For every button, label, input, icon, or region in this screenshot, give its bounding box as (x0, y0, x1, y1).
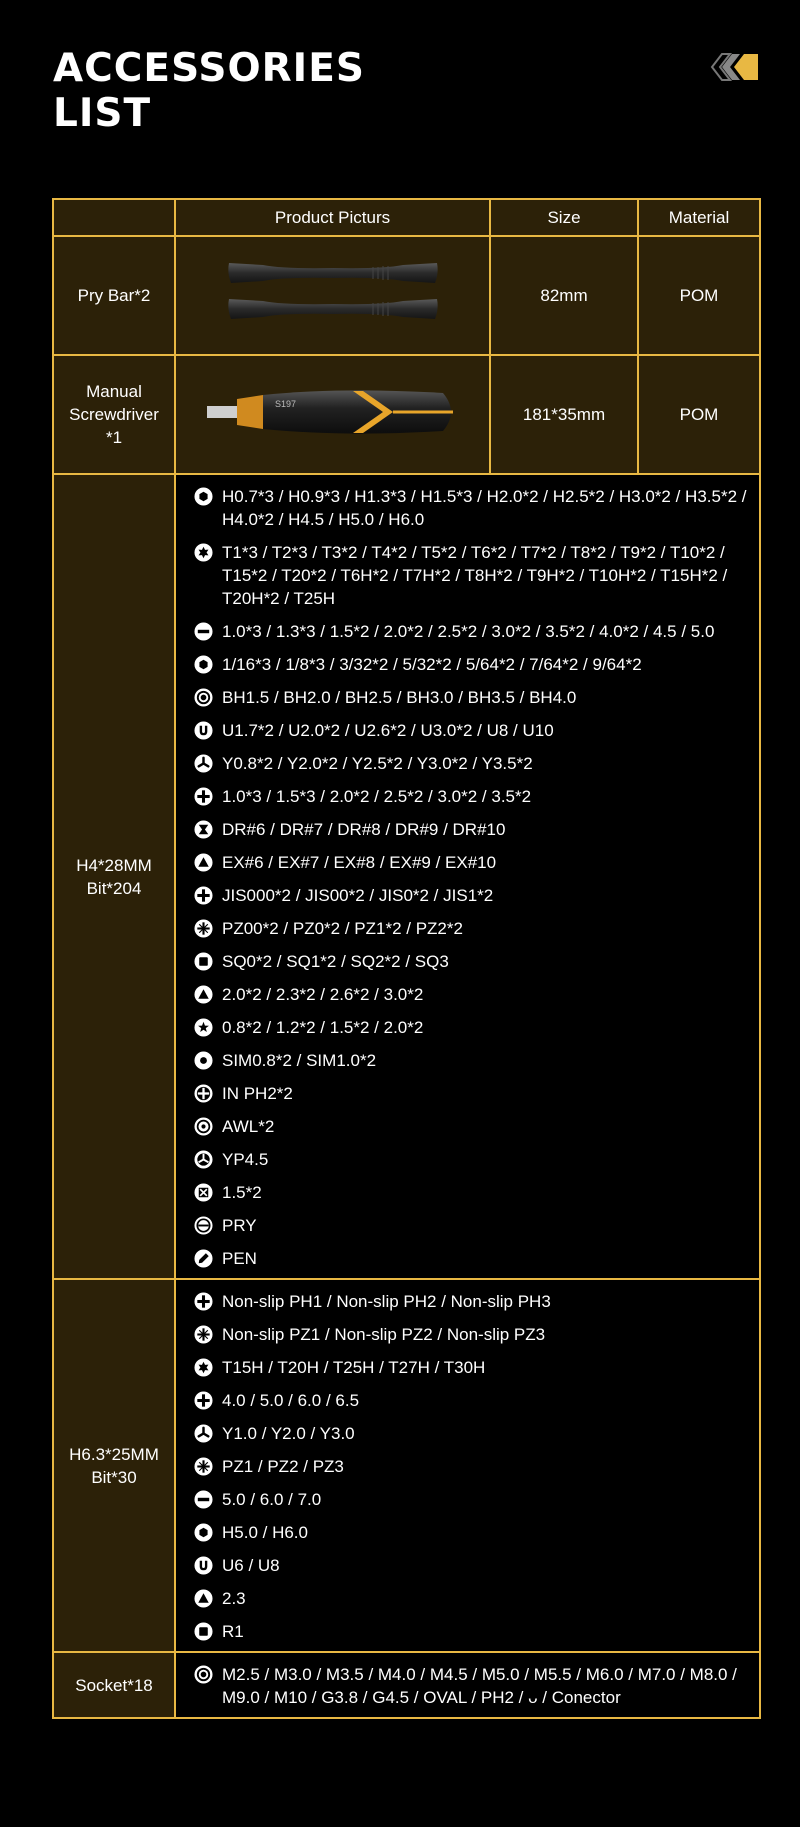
row-socket (53, 1652, 760, 1718)
bit-item (194, 818, 747, 841)
bit-item-text: SQ0*2 / SQ1*2 / SQ2*2 / SQ3 (222, 952, 449, 971)
ball-hex-icon (194, 688, 213, 707)
bit-item-text: PEN (222, 1249, 257, 1268)
bit-item-text: 4.0 / 5.0 / 6.0 / 6.5 (222, 1391, 360, 1410)
bit-item-text: JIS000*2 / JIS00*2 / JIS0*2 / JIS1*2 (222, 886, 494, 905)
bit-item (194, 719, 747, 742)
bit-item (194, 1455, 747, 1478)
socket-name: Socket*18 (53, 1652, 175, 1718)
bit-item-text: H0.7*3 / H0.9*3 / H1.3*3 / H1.5*3 / H2.0*2 / H2.5*2 / H3.0*2 / H3.5*2 / H4.0*2 / H4.5 / H5.0 / H6.0 (222, 487, 747, 529)
torx-icon (194, 543, 213, 562)
bit-item-text: 1.0*3 / 1.5*3 / 2.0*2 / 2.5*2 / 3.0*2 / 3.5*2 (222, 787, 532, 806)
bit-item-text: SIM0.8*2 / SIM1.0*2 (222, 1051, 377, 1070)
bit-item-text: PZ1 / PZ2 / PZ3 (222, 1457, 344, 1476)
screwdriver-image (175, 355, 490, 474)
h4-bits-list (175, 474, 760, 1279)
header-blank (53, 199, 175, 236)
bit-item (194, 1115, 747, 1138)
bit-item-text: 0.8*2 / 1.2*2 / 1.5*2 / 2.0*2 (222, 1018, 424, 1037)
page-title (53, 46, 365, 136)
bit-item (194, 1488, 747, 1511)
bit-item-text: Y1.0 / Y2.0 / Y3.0 (222, 1424, 355, 1443)
torx-icon (194, 1358, 213, 1377)
bit-item (194, 1663, 747, 1709)
bit-item (194, 1247, 747, 1270)
bit-item-text: T15H / T20H / T25H / T27H / T30H (222, 1358, 486, 1377)
bit-item (194, 1214, 747, 1237)
bit-item-text: DR#6 / DR#7 / DR#8 / DR#9 / DR#10 (222, 820, 506, 839)
clutch-icon (194, 820, 213, 839)
pozidriv-icon (194, 1457, 213, 1476)
bit-item (194, 686, 747, 709)
pry-bar-illustration (223, 257, 443, 329)
bit-item-text: T1*3 / T2*3 / T3*2 / T4*2 / T5*2 / T6*2 / T7*2 / T8*2 / T9*2 / T10*2 / T15*2 / T20*2 / T6H*2 / T7H*2 / T8H*2 / T9H*2 / T10H*2 / T15H*2 / T20H*2 / T25H (222, 543, 728, 608)
phillips-icon (194, 787, 213, 806)
triangle-icon (194, 1589, 213, 1608)
bit-item (194, 1049, 747, 1072)
bit-item (194, 541, 747, 610)
bit-item (194, 917, 747, 940)
tri-wing-icon (194, 754, 213, 773)
tri-wing-icon (194, 1424, 213, 1443)
bit-item (194, 1181, 747, 1204)
bit-item-text: Y0.8*2 / Y2.0*2 / Y2.5*2 / Y3.0*2 / Y3.5*2 (222, 754, 533, 773)
bit-item-text: EX#6 / EX#7 / EX#8 / EX#9 / EX#10 (222, 853, 497, 872)
row-pry-bar (53, 236, 760, 355)
sim-icon (194, 1051, 213, 1070)
pozidriv-icon (194, 919, 213, 938)
screwdriver-material: POM (638, 355, 760, 474)
row-screwdriver (53, 355, 760, 474)
triangle-icon (194, 853, 213, 872)
header-product-pictures: Product Picturs (175, 199, 490, 236)
bit-item (194, 653, 747, 676)
bit-item (194, 1016, 747, 1039)
bit-item (194, 1148, 747, 1171)
bit-item-text: PRY (222, 1216, 257, 1235)
square-icon (194, 1622, 213, 1641)
bit-item-text: 1/16*3 / 1/8*3 / 3/32*2 / 5/32*2 / 5/64*2 / 7/64*2 / 9/64*2 (222, 655, 642, 674)
brand-logo-icon (710, 52, 758, 82)
pry-icon (194, 1216, 213, 1235)
bit-item-text: H5.0 / H6.0 (222, 1523, 308, 1542)
bit-item (194, 884, 747, 907)
pry-bar-name: Pry Bar*2 (53, 236, 175, 355)
bit-item (194, 752, 747, 775)
screwdriver-illustration (203, 377, 463, 447)
bit-item-text: R1 (222, 1622, 244, 1641)
phillips-icon (194, 886, 213, 905)
u-shape-icon (194, 721, 213, 740)
bit-item-text: 5.0 / 6.0 / 7.0 (222, 1490, 322, 1509)
screwdriver-name: Manual Screwdriver *1 (53, 355, 175, 474)
socket-icon (194, 1665, 213, 1684)
bit-item (194, 1554, 747, 1577)
socket-list (175, 1652, 760, 1718)
pry-bar-size: 82mm (490, 236, 638, 355)
bit-item (194, 1323, 747, 1346)
awl-icon (194, 1117, 213, 1136)
bit-item (194, 1082, 747, 1105)
phillips-icon (194, 1391, 213, 1410)
bit-item (194, 1389, 747, 1412)
pry-bar-image (175, 236, 490, 355)
hex-icon (194, 487, 213, 506)
square-icon (194, 952, 213, 971)
screwdriver-size: 181*35mm (490, 355, 638, 474)
bit-item-text: U6 / U8 (222, 1556, 280, 1575)
bit-item (194, 620, 747, 643)
bit-item-text: IN PH2*2 (222, 1084, 293, 1103)
bit-item (194, 1587, 747, 1610)
pentalobe-icon (194, 1018, 213, 1037)
accessories-table (52, 198, 761, 1719)
bit-item (194, 851, 747, 874)
pozidriv-icon (194, 1325, 213, 1344)
triangle-icon (194, 985, 213, 1004)
slotted-icon (194, 622, 213, 641)
row-h4-bits (53, 474, 760, 1279)
bit-item (194, 1290, 747, 1313)
phillips-icon (194, 1292, 213, 1311)
header-material: Material (638, 199, 760, 236)
inner-phillips-icon (194, 1084, 213, 1103)
hex-icon (194, 1523, 213, 1542)
pen-icon (194, 1249, 213, 1268)
row-h63-bits (53, 1279, 760, 1652)
bit-item (194, 785, 747, 808)
bit-item (194, 1356, 747, 1379)
screwdriver-brand-text: S197 (274, 399, 296, 409)
bit-item-text: AWL*2 (222, 1117, 275, 1136)
bit-item-text: PZ00*2 / PZ0*2 / PZ1*2 / PZ2*2 (222, 919, 463, 938)
bit-item-text: 2.3 (222, 1589, 246, 1608)
slotted-icon (194, 1490, 213, 1509)
tri-point-icon (194, 1150, 213, 1169)
bit-item (194, 950, 747, 973)
bit-item-text: Non-slip PZ1 / Non-slip PZ2 / Non-slip PZ3 (222, 1325, 546, 1344)
bit-item (194, 485, 747, 531)
h4-bits-name: H4*28MM Bit*204 (53, 474, 175, 1279)
h63-bits-name: H6.3*25MM Bit*30 (53, 1279, 175, 1652)
bit-item-text: Non-slip PH1 / Non-slip PH2 / Non-slip PH3 (222, 1292, 551, 1311)
header-row (53, 199, 760, 236)
cross-square-icon (194, 1183, 213, 1202)
h63-bits-list (175, 1279, 760, 1652)
pry-bar-material: POM (638, 236, 760, 355)
bit-item-text: M2.5 / M3.0 / M3.5 / M4.0 / M4.5 / M5.0 / M5.5 / M6.0 / M7.0 / M8.0 / M9.0 / M10 / G3.8 / G4.5 / OVAL / PH2 / ᴗ / Conector (222, 1665, 737, 1707)
bit-item-text: 2.0*2 / 2.3*2 / 2.6*2 / 3.0*2 (222, 985, 424, 1004)
title-line-1: ACCESSORIES (53, 46, 365, 91)
bit-item (194, 983, 747, 1006)
bit-item (194, 1521, 747, 1544)
title-line-2: LIST (53, 91, 152, 136)
bit-item (194, 1422, 747, 1445)
bit-item-text: 1.5*2 (222, 1183, 262, 1202)
bit-item-text: 1.0*3 / 1.3*3 / 1.5*2 / 2.0*2 / 2.5*2 / 3.0*2 / 3.5*2 / 4.0*2 / 4.5 / 5.0 (222, 622, 715, 641)
header-size: Size (490, 199, 638, 236)
bit-item-text: YP4.5 (222, 1150, 269, 1169)
u-shape-icon (194, 1556, 213, 1575)
bit-item (194, 1620, 747, 1643)
bit-item-text: U1.7*2 / U2.0*2 / U2.6*2 / U3.0*2 / U8 / U10 (222, 721, 554, 740)
bit-item-text: BH1.5 / BH2.0 / BH2.5 / BH3.0 / BH3.5 / BH4.0 (222, 688, 577, 707)
hex-icon (194, 655, 213, 674)
